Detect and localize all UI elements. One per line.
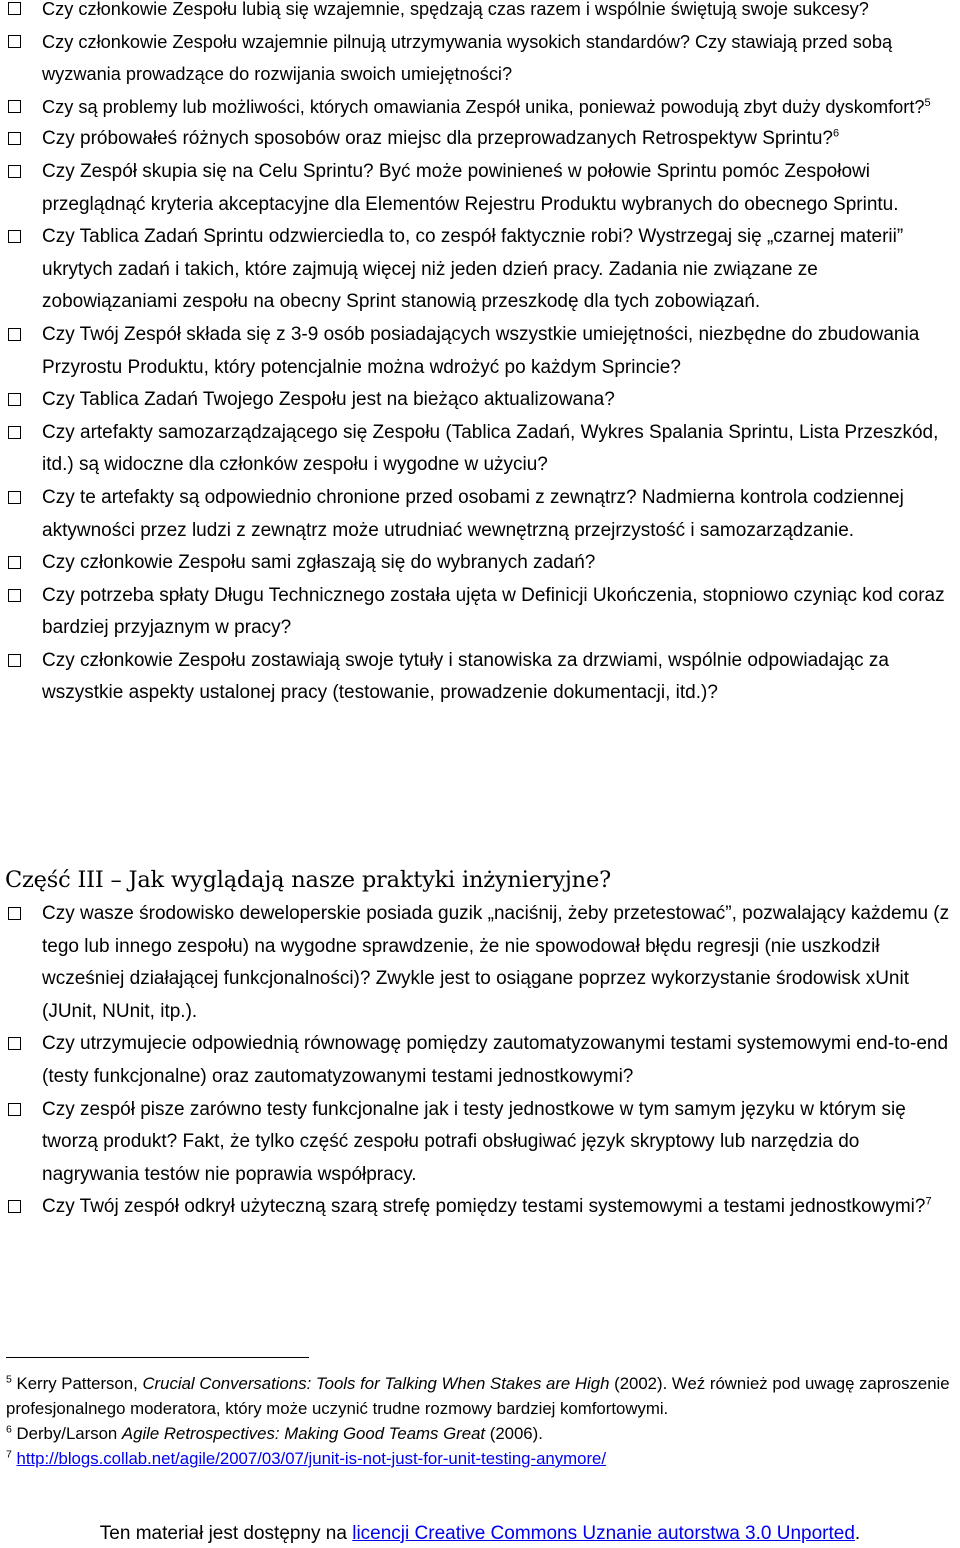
checkbox-icon[interactable]: [8, 165, 21, 178]
footnote-number: 5: [6, 1373, 12, 1386]
checkbox-icon[interactable]: [8, 230, 21, 243]
checkbox-icon[interactable]: [8, 654, 21, 667]
item-text: Czy próbowałeś różnych sposobów oraz miejsc dla przeprowadzanych Retrospektyw Sprintu?: [42, 128, 833, 150]
item-text: Czy są problemy lub możliwości, których omawiania Zespół unika, ponieważ powodują zbyt duży dyskomfort?: [42, 96, 925, 117]
checkbox-icon[interactable]: [8, 132, 21, 145]
checkbox-icon[interactable]: [8, 1200, 21, 1213]
item-text: Czy członkowie Zespołu lubią się wzajemnie, spędzają czas razem i wspólnie świętują swoje sukcesy?: [42, 0, 869, 19]
checklist-item: [0, 91, 960, 124]
footnote-number: 6: [6, 1423, 12, 1436]
footnote-7: [6, 1446, 956, 1471]
checkbox-icon[interactable]: [8, 589, 21, 602]
checkbox-icon[interactable]: [8, 393, 21, 406]
item-text: Czy zespół pisze zarówno testy funkcjonalne jak i testy jednostkowe w tym samym języku w którym się tworzą produkt? Fakt, że tylko część zespołu potrafi obsługiwać język skryptowy lub narzędzia do nagrywania testów nie poprawia współpracy.: [42, 1098, 906, 1185]
checkbox-icon[interactable]: [8, 491, 21, 504]
item-text: Czy te artefakty są odpowiednio chronione przed osobami z zewnątrz? Nadmierna kontrola codziennej aktywności przez ludzi z zewnątrz może utrudniać wewnętrzną przejrzystość i samozarządzanie.: [42, 486, 904, 541]
checkbox-icon[interactable]: [8, 907, 21, 920]
checkbox-icon[interactable]: [8, 2, 21, 15]
checklist-item: [0, 417, 960, 482]
item-text: Czy utrzymujecie odpowiednią równowagę pomiędzy zautomatyzowanymi testami systemowymi end-to-end (testy funkcjonalne) oraz zautomatyzowanymi testami jednostkowymi?: [42, 1033, 949, 1087]
checklist-item: [0, 0, 960, 26]
checklist-item: [0, 1191, 960, 1224]
footnote-5: [6, 1371, 956, 1421]
footnote-6: [6, 1421, 956, 1446]
footnote-text: (2002). Weź również pod uwagę zaproszenie profesjonalnego moderatora, który może uczynić trudne rozmowy bardziej komfortowymi.: [6, 1374, 950, 1418]
checklist-item: [0, 123, 960, 156]
footnote-link[interactable]: http://blogs.collab.net/agile/2007/03/07/junit-is-not-just-for-unit-testing-anymore/: [16, 1449, 607, 1468]
checkbox-icon[interactable]: [8, 556, 21, 569]
item-text: Czy członkowie Zespołu sami zgłaszają się do wybranych zadań?: [42, 552, 596, 574]
footer-suffix: .: [854, 1523, 861, 1544]
footnote-ref[interactable]: 7: [925, 1196, 932, 1209]
checkbox-icon[interactable]: [8, 100, 21, 113]
footnote-title: Crucial Conversations: Tools for Talking When Stakes are High: [142, 1374, 610, 1393]
checklist-item: [0, 547, 960, 580]
checklist-item: [0, 580, 960, 645]
checklist-item: [0, 319, 960, 384]
item-text: Czy Zespół skupia się na Celu Sprintu? Być może powinieneś w połowie Sprintu pomóc Zespołowi przeglądnąć kryteria akceptacyjne dla Elementów Rejestru Produktu wybranych do obecnego Sprintu.: [42, 160, 899, 215]
footnote-author: Derby/Larson: [16, 1424, 122, 1443]
checkbox-icon[interactable]: [8, 1037, 21, 1050]
item-text: Czy Twój zespół odkrył użyteczną szarą strefę pomiędzy testami systemowymi a testami jednostkowymi?: [42, 1196, 926, 1218]
license-link[interactable]: licencji Creative Commons Uznanie autorstwa 3.0 Unported: [352, 1523, 855, 1544]
footnote-number: 7: [6, 1448, 12, 1461]
checklist-item: [0, 156, 960, 221]
item-text: Czy członkowie Zespołu wzajemnie pilnują utrzymywania wysokich standardów? Czy stawiają przed sobą wyzwania prowadzące do rozwijania swoich umiejętności?: [42, 31, 893, 85]
footnote-ref[interactable]: 5: [924, 96, 931, 109]
checklist-engineering: [0, 898, 960, 1224]
checklist-item: [0, 26, 960, 91]
checkbox-icon[interactable]: [8, 35, 21, 48]
checkbox-icon[interactable]: [8, 328, 21, 341]
footnote-separator: [6, 1357, 309, 1358]
checklist-item: [0, 384, 960, 417]
item-text: Czy Twój Zespół składa się z 3-9 osób posiadających wszystkie umiejętności, niezbędne do zbudowania Przyrostu Produktu, który potencjalnie można wdrożyć po każdym Sprincie?: [42, 323, 920, 378]
footnote-text: (2006).: [485, 1424, 543, 1443]
item-text: Czy członkowie Zespołu zostawiają swoje tytuły i stanowiska za drzwiami, wspólnie odpowiadając za wszystkie aspekty ustalonej pracy (testowanie, prowadzenie dokumentacji, itd.)?: [42, 649, 889, 704]
item-text: Czy Tablica Zadań Twojego Zespołu jest na bieżąco aktualizowana?: [42, 389, 615, 411]
item-text: Czy artefakty samozarządzającego się Zespołu (Tablica Zadań, Wykres Spalania Sprintu, Lista Przeszkód, itd.) są widoczne dla członków zespołu i wygodne w użyciu?: [42, 421, 939, 476]
checklist-item: [0, 645, 960, 710]
checklist-item: [0, 482, 960, 547]
checklist-item: [0, 898, 960, 1028]
checklist-item: [0, 221, 960, 319]
license-footer: [0, 1520, 960, 1548]
checklist-item: [0, 1028, 960, 1093]
item-text: Czy Tablica Zadań Sprintu odzwierciedla to, co zespół faktycznie robi? Wystrzegaj się „czarnej materii” ukrytych zadań i takich, które zajmują więcej niż jeden dzień pracy. Zadania nie związane ze zobowiązaniami zespołu na obecny Sprint stanowią przeszkodę dla tych zobowiązań.: [42, 226, 904, 313]
item-text: Czy potrzeba spłaty Długu Technicznego została ujęta w Definicji Ukończenia, stopniowo czyniąc kod coraz bardziej przyjaznym w pracy?: [42, 584, 945, 639]
footnotes: [6, 1371, 956, 1471]
section-heading: Część III – Jak wyglądają nasze praktyki inżynieryjne?: [5, 867, 611, 893]
footnote-author: Kerry Patterson,: [16, 1374, 143, 1393]
checkbox-icon[interactable]: [8, 426, 21, 439]
item-text: Czy wasze środowisko deweloperskie posiada guzik „naciśnij, żeby przetestować”, pozwalający każdemu (z tego lub innego zespołu) na wygodne sprawdzenie, że nie spowodował błędu regresji (nie uszkodził wcześniej działającej funkcjonalności)? Zwykle jest to osiągane poprzez wykorzystanie środowisk xUnit (JUnit, NUnit, itp.).: [42, 903, 950, 1022]
footnote-title: Agile Retrospectives: Making Good Teams Great: [121, 1424, 486, 1443]
footnote-ref[interactable]: 6: [832, 128, 840, 141]
checklist-item: [0, 1094, 960, 1192]
footer-prefix: Ten materiał jest dostępny na: [99, 1523, 353, 1544]
checklist-team: [0, 0, 960, 710]
checkbox-icon[interactable]: [8, 1103, 21, 1116]
